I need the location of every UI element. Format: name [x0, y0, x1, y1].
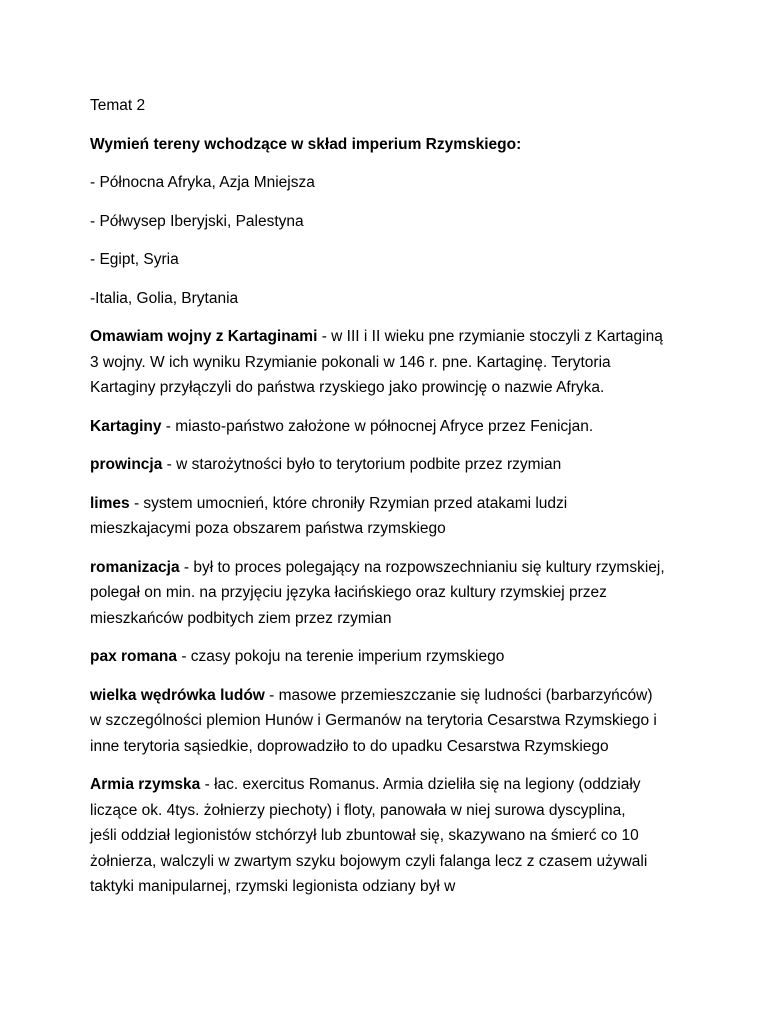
definition-wojny — [90, 324, 690, 401]
definition-text: - łac. exercitus Romanus. Armia dzieliła się na legiony (oddziały — [200, 776, 641, 793]
definition-text: polegał on min. na przyjęciu języka łacińskiego oraz kultury rzymskiej przez — [90, 584, 607, 601]
definition-term: romanizacja — [90, 558, 180, 576]
definition-term: prowincja — [90, 456, 163, 473]
definition-kartaginy — [90, 414, 690, 440]
definition-term: Kartaginy — [90, 417, 162, 435]
definition-text: - czasy pokoju na terenie imperium rzymskiego — [177, 648, 505, 665]
definition-text: mieszkajacymi poza obszarem państwa rzymskiego — [90, 520, 446, 537]
definition-text: - miasto-państwo założone w północnej Afryce przez Fenicjan. — [161, 417, 594, 435]
document-page — [90, 93, 690, 913]
definition-text: jeśli oddział legionistów stchórzył lub zbuntował się, skazywano na śmierć co 10 — [90, 827, 639, 844]
definition-limes — [90, 491, 690, 542]
definition-armia — [90, 772, 690, 900]
definition-term: wielka wędrówka ludów — [90, 686, 265, 704]
definition-wedrowka — [90, 683, 690, 760]
definition-romanizacja — [90, 555, 690, 632]
list-item: - Północna Afryka, Azja Mniejsza — [90, 174, 315, 191]
definition-text: mieszkańców podbitych ziem przez rzymian — [90, 609, 392, 627]
definition-term: Armia rzymska — [90, 776, 201, 793]
definition-text: taktyki manipularnej, rzymski legionista odziany był w — [90, 878, 456, 895]
definition-term: pax romana — [90, 648, 178, 665]
definition-text: - system umocnień, które chroniły Rzymian przed atakami ludzi — [129, 494, 568, 512]
definition-term: limes — [90, 494, 130, 512]
list-item: - Egipt, Syria — [90, 251, 179, 268]
definition-text: - był to proces polegający na rozpowszechnianiu się kultury rzymskiej, — [179, 558, 665, 576]
definition-text: inne terytoria sąsiedkie, doprowadziło to do upadku Cesarstwa Rzymskiego — [90, 737, 609, 755]
definition-text: - w III i II wieku pne rzymianie stoczyli z Kartaginą — [317, 328, 663, 345]
definition-text: w szczególności plemion Hunów i Germanów na terytoria Cesarstwa Rzymskiego i — [90, 712, 657, 729]
definition-text: - w starożytności było to terytorium podbite przez rzymian — [162, 456, 562, 473]
definition-term: Omawiam wojny z Kartaginami — [90, 328, 318, 345]
definition-text: 3 wojny. W ich wyniku Rzymianie pokonali w 146 r. pne. Kartaginę. Terytoria — [90, 353, 611, 371]
definition-text: - masowe przemieszczanie się ludności (barbarzyńców) — [264, 686, 653, 704]
document-title: Temat 2 — [90, 97, 146, 114]
definition-prowincja — [90, 452, 690, 478]
definition-pax-romana — [90, 644, 690, 670]
definition-text: żołnierza, walczyli w zwartym szyku bojowym czyli falanga lecz z czasem używali — [90, 852, 648, 870]
list-item: - Półwysep Iberyjski, Palestyna — [90, 212, 304, 230]
list-item: -Italia, Golia, Brytania — [90, 289, 239, 307]
definition-text: Kartaginy przyłączyli do państwa rzyskiego jako prowincję o nazwie Afryka. — [90, 379, 605, 396]
definition-text: liczące ok. 4tys. żołnierzy piechoty) i floty, panowała w niej surowa dyscyplina, — [90, 801, 626, 819]
question-heading: Wymień tereny wchodzące w skład imperium Rzymskiego: — [90, 135, 522, 153]
